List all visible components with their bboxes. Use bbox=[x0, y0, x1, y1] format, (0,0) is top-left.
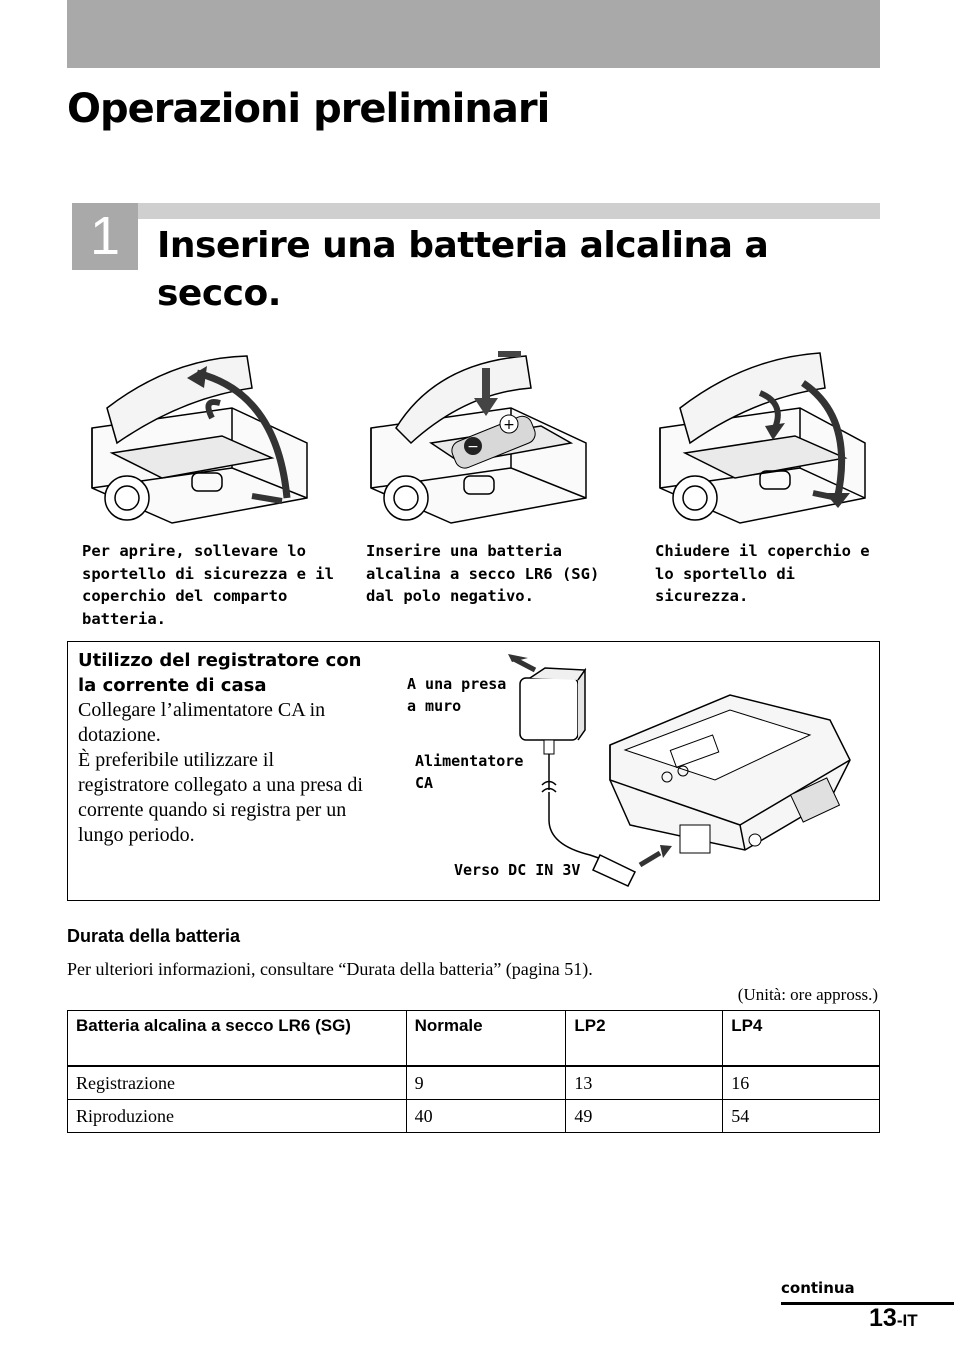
svg-text:+: + bbox=[503, 417, 515, 433]
table-cell: 9 bbox=[406, 1066, 566, 1100]
close-lid-illustration bbox=[655, 348, 870, 528]
battery-life-info: Per ulteriori informazioni, consultare “Durata della batteria” (pagina 51). bbox=[67, 959, 593, 979]
step-title: Inserire una batteria alcalina a secco. bbox=[157, 225, 769, 314]
battery-life-heading: Durata della batteria bbox=[67, 926, 241, 946]
page-title: Operazioni preliminari bbox=[67, 86, 550, 132]
table-row bbox=[68, 1066, 880, 1100]
ac-adapter-illustration bbox=[500, 650, 870, 890]
caption-close-lid: Chiudere il coperchio e lo sportello di sicurezza. bbox=[655, 542, 870, 605]
table-cell: 16 bbox=[723, 1066, 880, 1100]
battery-life-units: (Unità: ore appross.) bbox=[737, 985, 878, 1004]
label-ac-adapter: Alimentatore CA bbox=[415, 752, 524, 792]
svg-text:−: − bbox=[467, 439, 479, 455]
continua-label: continua bbox=[781, 1279, 855, 1297]
open-lid-illustration bbox=[82, 348, 322, 528]
table-header: Batteria alcalina a secco LR6 (SG) bbox=[68, 1011, 407, 1067]
continua-rule bbox=[781, 1302, 954, 1305]
table-cell: 13 bbox=[566, 1066, 723, 1100]
table-header: LP4 bbox=[723, 1011, 880, 1067]
house-current-text-2: È preferibile utilizzare il registratore collegato a una presa di corrente quando si registra per un lungo periodo. bbox=[78, 749, 363, 846]
table-cell: Riproduzione bbox=[68, 1100, 407, 1133]
step-bar bbox=[138, 203, 880, 219]
page-number bbox=[869, 1304, 918, 1333]
insert-battery-illustration bbox=[366, 348, 596, 528]
table-row bbox=[68, 1100, 880, 1133]
caption-open-lid: Per aprire, sollevare lo sportello di sicurezza e il coperchio del comparto batteria. bbox=[82, 542, 334, 628]
step-number: 1 bbox=[72, 203, 138, 270]
house-current-title: Utilizzo del registratore con la corrente di casa bbox=[78, 650, 362, 696]
table-cell: Registrazione bbox=[68, 1066, 407, 1100]
table-cell: 49 bbox=[566, 1100, 723, 1133]
label-dc-in: Verso DC IN 3V bbox=[454, 861, 581, 879]
house-current-text-1: Collegare l’alimentatore CA in dotazione. bbox=[78, 699, 326, 746]
header-bar bbox=[67, 0, 880, 68]
table-cell: 54 bbox=[723, 1100, 880, 1133]
caption-insert-battery: Inserire una batteria alcalina a secco LR6 (SG) dal polo negativo. bbox=[366, 542, 600, 605]
page-number-value: 13 bbox=[869, 1304, 897, 1332]
table-header: LP2 bbox=[566, 1011, 723, 1067]
table-header: Normale bbox=[406, 1011, 566, 1067]
table-header-row bbox=[68, 1011, 880, 1067]
table-cell: 40 bbox=[406, 1100, 566, 1133]
battery-life-table bbox=[67, 1010, 880, 1133]
label-wall-outlet: A una presa a muro bbox=[407, 675, 507, 715]
page-suffix: -IT bbox=[896, 1311, 918, 1330]
